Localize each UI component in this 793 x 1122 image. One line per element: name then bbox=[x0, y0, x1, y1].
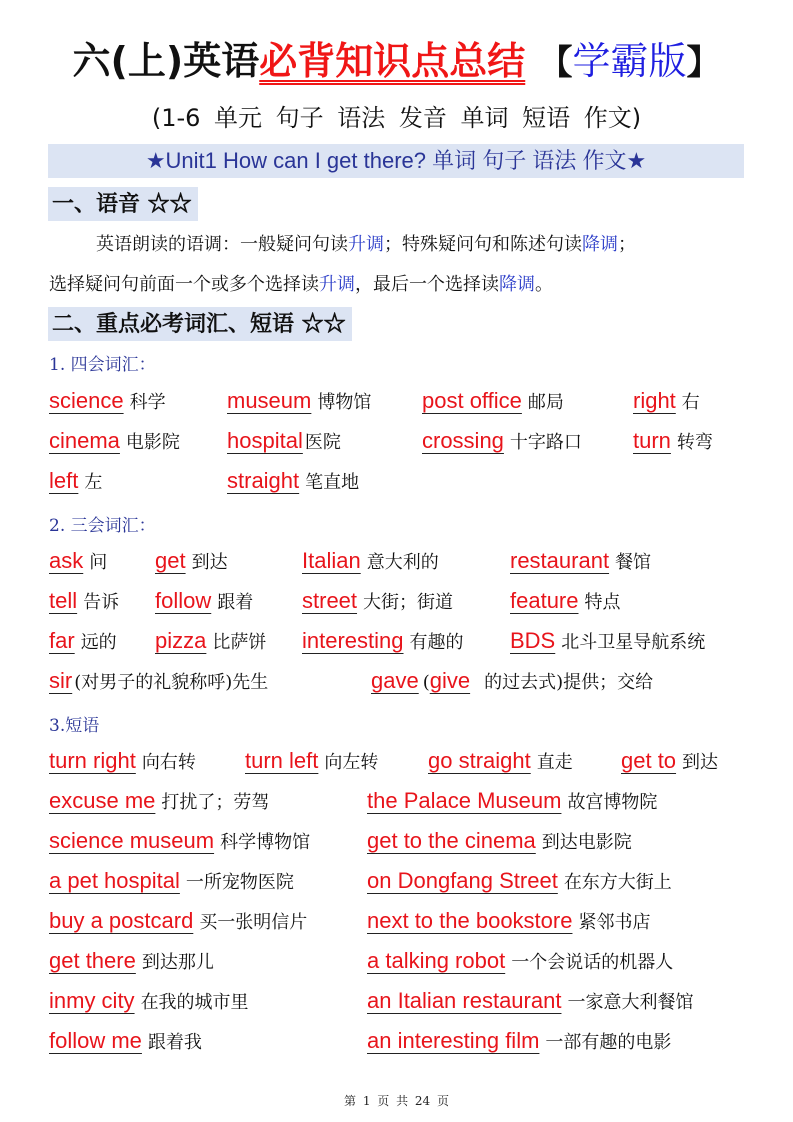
vocab-item bbox=[510, 626, 705, 658]
chinese-meaning: 向右转 bbox=[141, 752, 196, 773]
chinese-meaning: 跟着我 bbox=[147, 1032, 202, 1053]
english-phrase: get to the cinema bbox=[367, 828, 536, 853]
chinese-meaning: 跟着 bbox=[217, 592, 254, 613]
vocab-item bbox=[49, 666, 268, 698]
vocab-item bbox=[302, 546, 439, 578]
phrase-item bbox=[49, 826, 310, 858]
chinese-meaning: 十字路口 bbox=[509, 432, 582, 453]
chinese-meaning: 问 bbox=[89, 552, 108, 573]
phrase-item bbox=[621, 746, 718, 778]
vocab-item bbox=[49, 426, 180, 458]
four-skill-vocab-label: 1. 四会词汇： bbox=[49, 355, 156, 375]
english-phrase: go straight bbox=[428, 748, 531, 773]
vocab-item bbox=[227, 426, 341, 458]
vocab-item bbox=[227, 466, 359, 498]
chinese-meaning: 向左转 bbox=[324, 752, 379, 773]
three-skill-vocab-label: 2. 三会词汇： bbox=[49, 516, 156, 536]
phrase-item bbox=[428, 746, 573, 778]
phrase-item bbox=[49, 1026, 202, 1058]
title-prefix: 六(上)英语 bbox=[72, 39, 260, 83]
chinese-meaning: 比萨饼 bbox=[212, 632, 267, 653]
english-word: restaurant bbox=[510, 548, 610, 573]
chinese-meaning: 电影院 bbox=[125, 432, 180, 453]
page-title bbox=[0, 36, 793, 88]
phrase-item bbox=[49, 906, 307, 938]
rising-tone-term: 升调 bbox=[348, 234, 384, 255]
vocab-item bbox=[49, 626, 117, 658]
chinese-meaning: 一部有趣的电影 bbox=[545, 1032, 672, 1053]
vocab-item bbox=[422, 386, 564, 418]
english-phrase: on Dongfang Street bbox=[367, 868, 558, 893]
falling-tone-term: 降调 bbox=[499, 274, 535, 295]
phrase-item bbox=[49, 946, 214, 978]
phrase-item bbox=[245, 746, 378, 778]
chinese-meaning: 意大利的 bbox=[366, 552, 439, 573]
english-phrase: an Italian restaurant bbox=[367, 988, 562, 1013]
english-word: left bbox=[49, 468, 79, 493]
english-phrase: a pet hospital bbox=[49, 868, 180, 893]
phrase-item bbox=[367, 866, 672, 898]
english-phrase: excuse me bbox=[49, 788, 156, 813]
title-highlight: 必背知识点总结 bbox=[259, 39, 526, 83]
chinese-meaning: 一个会说话的机器人 bbox=[511, 952, 674, 973]
chinese-meaning: 笔直地 bbox=[305, 472, 360, 493]
text-segment: ； bbox=[618, 234, 636, 255]
english-word: gave bbox=[371, 668, 419, 693]
phrase-item bbox=[367, 986, 693, 1018]
chinese-meaning: 邮局 bbox=[527, 392, 564, 413]
chinese-meaning: 一家意大利餐馆 bbox=[567, 992, 694, 1013]
text-segment: ；特殊疑问句和陈述句读 bbox=[384, 234, 582, 255]
english-word: interesting bbox=[302, 628, 404, 653]
text-segment: ，最后一个选择读 bbox=[355, 274, 499, 295]
rising-tone-term: 升调 bbox=[319, 274, 355, 295]
english-word: ask bbox=[49, 548, 84, 573]
chinese-meaning: 到达 bbox=[191, 552, 228, 573]
vocab-item bbox=[155, 626, 266, 658]
chinese-meaning: 博物馆 bbox=[317, 392, 372, 413]
chinese-meaning: 的过去式)提供；交给 bbox=[484, 672, 654, 693]
chinese-meaning: 在我的城市里 bbox=[140, 992, 249, 1013]
chinese-meaning: 买一张明信片 bbox=[199, 912, 308, 933]
english-phrase: get there bbox=[49, 948, 136, 973]
english-word: right bbox=[633, 388, 676, 413]
english-phrase: turn right bbox=[49, 748, 136, 773]
english-word: turn bbox=[633, 428, 671, 453]
vocab-item bbox=[227, 386, 371, 418]
english-word: Italian bbox=[302, 548, 361, 573]
section-heading-phonetics: 一、语音 ☆☆ bbox=[48, 187, 198, 221]
english-phrase: an interesting film bbox=[367, 1028, 540, 1053]
phrase-item bbox=[367, 826, 632, 858]
english-word: pizza bbox=[155, 628, 207, 653]
english-word: feature bbox=[510, 588, 579, 613]
english-word: street bbox=[302, 588, 358, 613]
phrase-item bbox=[49, 986, 249, 1018]
chinese-meaning: 故宫博物院 bbox=[567, 792, 658, 813]
vocab-item bbox=[49, 586, 119, 618]
title-edition: 学霸版 bbox=[572, 39, 687, 83]
vocab-item bbox=[302, 586, 453, 618]
vocab-item bbox=[633, 386, 700, 418]
chinese-meaning: 到达 bbox=[682, 752, 719, 773]
english-phrase: get to bbox=[621, 748, 677, 773]
page-subtitle: (1-6 单元 句子 语法 发音 单词 短语 作文) bbox=[151, 104, 642, 132]
english-phrase: next to the bookstore bbox=[367, 908, 573, 933]
chinese-meaning: 直走 bbox=[536, 752, 573, 773]
english-phrase: turn left bbox=[245, 748, 319, 773]
text-segment: 选择疑问句前面一个或多个选择读 bbox=[49, 274, 319, 295]
english-phrase: buy a postcard bbox=[49, 908, 194, 933]
english-word: sir bbox=[49, 668, 73, 693]
chinese-meaning: (对男子的礼貌称呼)先生 bbox=[74, 672, 269, 693]
vocab-item bbox=[633, 426, 713, 458]
chinese-meaning: 告诉 bbox=[83, 592, 120, 613]
unit-heading-band: ★Unit1 How can I get there? 单词 句子 语法 作文★ bbox=[48, 144, 744, 178]
chinese-meaning: 大街；街道 bbox=[363, 592, 454, 613]
english-word: science bbox=[49, 388, 124, 413]
english-word: BDS bbox=[510, 628, 556, 653]
chinese-meaning: 医院 bbox=[304, 432, 341, 453]
vocab-item bbox=[510, 586, 621, 618]
chinese-meaning: 餐馆 bbox=[615, 552, 652, 573]
phrase-item bbox=[367, 786, 657, 818]
english-word: straight bbox=[227, 468, 300, 493]
vocab-item bbox=[422, 426, 582, 458]
chinese-meaning: 转弯 bbox=[676, 432, 713, 453]
vocab-item bbox=[49, 546, 107, 578]
english-word: hospital bbox=[227, 428, 303, 453]
vocab-item bbox=[510, 546, 651, 578]
phrase-item bbox=[367, 1026, 671, 1058]
english-phrase: the Palace Museum bbox=[367, 788, 562, 813]
chinese-meaning: 到达那儿 bbox=[141, 952, 214, 973]
chinese-meaning: 打扰了；劳驾 bbox=[161, 792, 270, 813]
vocab-item bbox=[49, 466, 102, 498]
vocab-item bbox=[49, 386, 166, 418]
chinese-meaning: 远的 bbox=[80, 632, 117, 653]
chinese-meaning: 特点 bbox=[584, 592, 621, 613]
english-word-base-form: give bbox=[429, 668, 471, 693]
english-phrase: inmy city bbox=[49, 988, 135, 1013]
text-segment: 。 bbox=[535, 274, 553, 295]
chinese-meaning: 科学博物馆 bbox=[220, 832, 311, 853]
vocab-item bbox=[155, 586, 253, 618]
english-word: far bbox=[49, 628, 75, 653]
vocab-item bbox=[302, 626, 464, 658]
vocab-item bbox=[155, 546, 228, 578]
chinese-meaning: 一所宠物医院 bbox=[185, 872, 294, 893]
phonetics-paragraph-line-2 bbox=[49, 265, 553, 305]
english-phrase: a talking robot bbox=[367, 948, 506, 973]
vocab-item bbox=[371, 666, 653, 698]
phrases-label: 3.短语 bbox=[49, 716, 100, 736]
phrase-item bbox=[49, 746, 196, 778]
chinese-meaning: 紧邻书店 bbox=[578, 912, 651, 933]
english-word: museum bbox=[227, 388, 312, 413]
english-word: post office bbox=[422, 388, 522, 413]
english-phrase: science museum bbox=[49, 828, 215, 853]
page-number-footer: 第 1 页 共 24 页 bbox=[344, 1094, 449, 1108]
english-word: get bbox=[155, 548, 186, 573]
chinese-meaning: 左 bbox=[84, 472, 103, 493]
phrase-item bbox=[49, 786, 269, 818]
phrase-item bbox=[49, 866, 294, 898]
falling-tone-term: 降调 bbox=[582, 234, 618, 255]
chinese-meaning: 右 bbox=[681, 392, 700, 413]
english-word: cinema bbox=[49, 428, 120, 453]
text-segment: 英语朗读的语调：一般疑问句读 bbox=[96, 234, 348, 255]
chinese-meaning: 科学 bbox=[129, 392, 166, 413]
paren-open: ( bbox=[422, 672, 430, 693]
chinese-meaning: 在东方大街上 bbox=[563, 872, 672, 893]
phonetics-paragraph-line-1 bbox=[96, 225, 636, 265]
english-word: crossing bbox=[422, 428, 504, 453]
english-word: follow bbox=[155, 588, 212, 613]
bracket-close: 】 bbox=[686, 43, 721, 83]
english-word: tell bbox=[49, 588, 78, 613]
section-heading-vocab: 二、重点必考词汇、短语 ☆☆ bbox=[48, 307, 352, 341]
phrase-item bbox=[367, 946, 673, 978]
chinese-meaning: 到达电影院 bbox=[541, 832, 632, 853]
chinese-meaning: 北斗卫星导航系统 bbox=[561, 632, 706, 653]
english-phrase: follow me bbox=[49, 1028, 142, 1053]
chinese-meaning: 有趣的 bbox=[409, 632, 464, 653]
phrase-item bbox=[367, 906, 650, 938]
bracket-open: 【 bbox=[538, 43, 573, 83]
